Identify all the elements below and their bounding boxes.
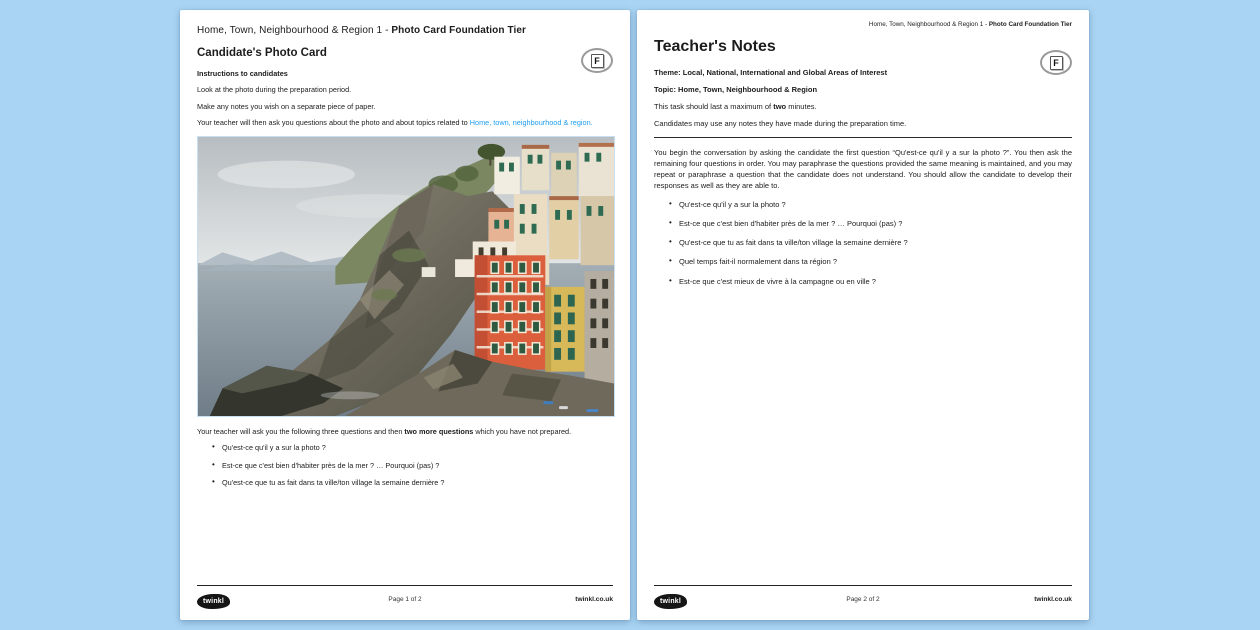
candidate-photo-card-page <box>180 10 630 620</box>
foundation-tier-badge <box>581 48 613 73</box>
instructions-heading: Instructions to candidates <box>197 69 288 78</box>
questions-intro-text: Your teacher will ask you the following three questions and then <box>197 426 405 436</box>
teacher-question-list <box>669 200 1072 287</box>
question-item: • Est-ce que c'est bien d'habiter près de la mer ? … Pourquoi (pas) ? <box>212 461 613 470</box>
question-item: • Quel temps fait-il normalement dans ta région ? <box>669 257 1072 267</box>
candidate-question-list <box>212 443 613 487</box>
mini-header-normal: Home, Town, Neighbourhood & Region 1 - <box>868 21 989 28</box>
topic-link[interactable]: Home, town, neighbourhood & region. <box>469 118 593 128</box>
questions-intro <box>197 427 613 437</box>
section-title: Candidate's Photo Card <box>197 47 327 59</box>
question-item: • Qu'est-ce qu'il y a sur la photo ? <box>669 200 1072 210</box>
questions-intro-bold: two more questions <box>404 426 474 436</box>
page-number: Page 1 of 2 <box>388 596 422 603</box>
teachers-notes-page <box>637 10 1089 620</box>
page-title <box>197 25 613 36</box>
task-line-bold: two <box>773 102 787 112</box>
task-line-text: This task should last a maximum of <box>654 102 774 112</box>
instruction-line: Make any notes you wish on a separate piece of paper. <box>197 101 376 111</box>
notes-line: Candidates may use any notes they have made during the preparation time. <box>654 119 907 129</box>
theme-line: Theme: Local, National, International and Global Areas of Interest <box>654 68 888 77</box>
coastal-village-photo-illustration <box>198 137 614 416</box>
instruction-line: Look at the photo during the preparation period. <box>197 85 352 95</box>
divider-rule <box>654 137 1072 138</box>
teacher-guidance-paragraph: You begin the conversation by asking the candidate the first question “Qu'est-ce qu'il y a sur la photo ?”. You then ask the remaining four questions in order. You may paraphrase the questions provided the same meaning is maintained, and you may repeat or paraphrase a question that the candidate does not understand. You should allow the candidate to develop their responses as well as they are able to. <box>654 147 1072 191</box>
page-number: Page 2 of 2 <box>846 596 880 603</box>
question-item: • Qu'est-ce qu'il y a sur la photo ? <box>212 443 613 452</box>
tier-letter: F <box>591 54 604 68</box>
question-item: • Qu'est-ce que tu as fait dans ta ville/ton village la semaine dernière ? <box>212 478 613 487</box>
page-footer <box>654 585 1072 609</box>
question-item: • Est-ce que c'est mieux de vivre à la campagne ou en ville ? <box>669 277 1072 287</box>
question-item: • Est-ce que c'est bien d'habiter près de la mer ? … Pourquoi (pas) ? <box>669 219 1072 229</box>
page-title-normal: Home, Town, Neighbourhood & Region 1 - <box>197 25 392 36</box>
instruction-line <box>197 118 613 128</box>
questions-intro-suffix: which you have not prepared. <box>473 426 572 436</box>
website-url: twinkl.co.uk <box>575 596 614 603</box>
teachers-notes-title: Teacher's Notes <box>654 38 776 55</box>
page-footer <box>197 585 613 609</box>
teacher-line-text: Your teacher will then ask you questions about the photo and about topics related to <box>197 118 470 128</box>
mini-page-header <box>654 21 1072 28</box>
task-line-suffix: minutes. <box>786 102 817 112</box>
twinkl-logo: twinkl <box>654 594 687 609</box>
twinkl-logo: twinkl <box>197 594 230 609</box>
website-url: twinkl.co.uk <box>1034 596 1072 603</box>
mini-header-bold: Photo Card Foundation Tier <box>988 21 1072 28</box>
photo-card-image <box>197 136 615 417</box>
question-item: • Qu'est-ce que tu as fait dans ta ville/ton village la semaine dernière ? <box>669 238 1072 248</box>
page-title-bold: Photo Card Foundation Tier <box>391 25 527 36</box>
foundation-tier-badge <box>1040 50 1072 75</box>
topic-line: Topic: Home, Town, Neighbourhood & Region <box>654 85 818 95</box>
tier-letter: F <box>1050 56 1063 70</box>
task-duration-line <box>654 102 1072 112</box>
